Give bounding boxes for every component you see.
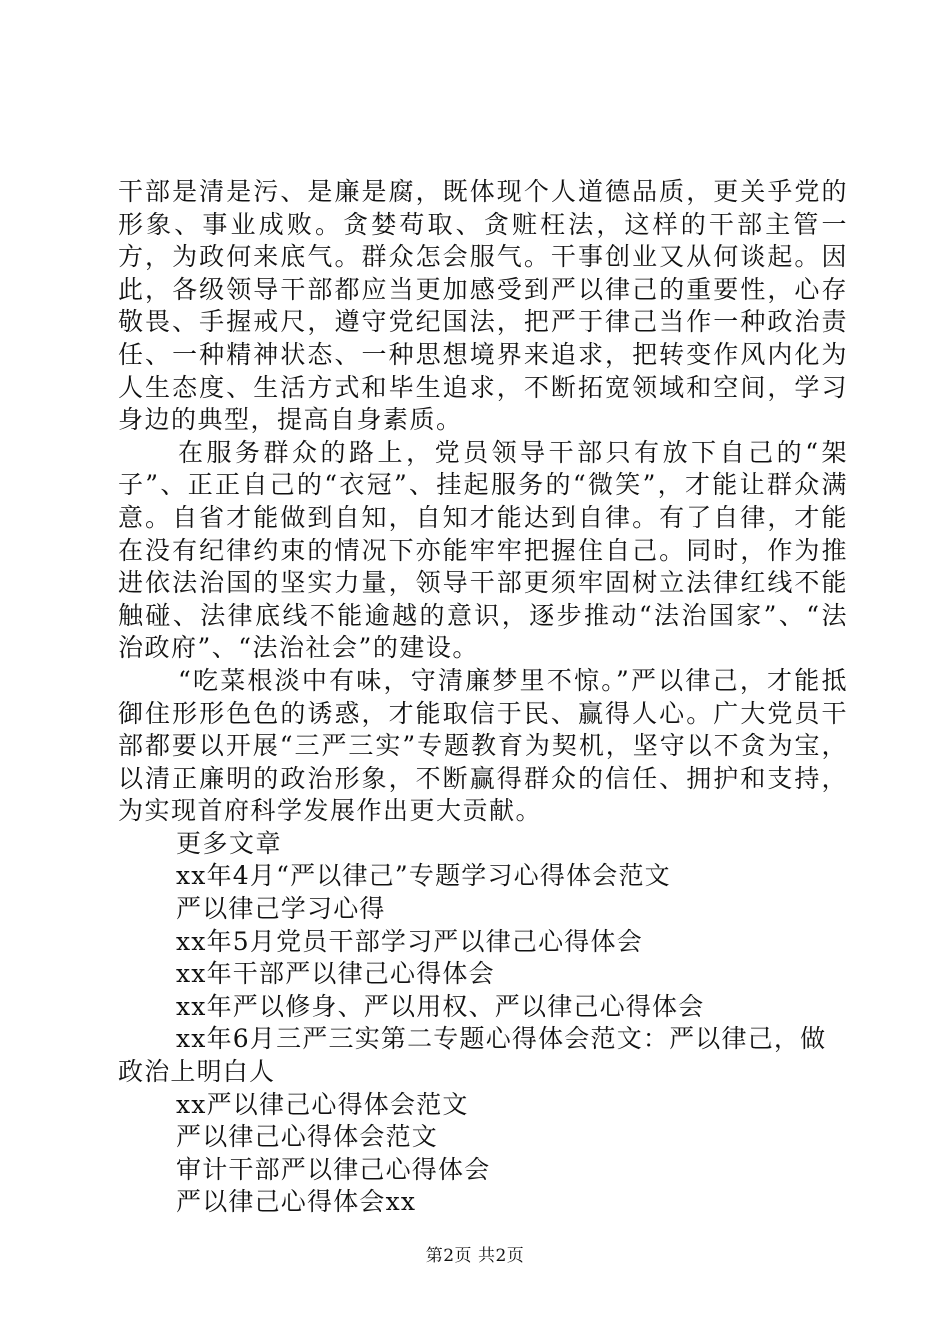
article-link[interactable]: xx年6月三严三实第二专题心得体会范文：严以律己，做政治上明白人	[118, 1024, 827, 1087]
article-link[interactable]: 严以律己心得体会xx	[176, 1187, 417, 1217]
article-link[interactable]: xx年干部严以律己心得体会	[176, 959, 495, 989]
paragraph-2: 在服务群众的路上，党员领导干部只有放下自己的“架子”、正正自己的“衣冠”、挂起服务的“微笑”，才能让群众满意。自省才能做到自知，自知才能达到自律。有了自律，才能在没有纪律约束的情况下亦能牢牢把握住自己。同时，作为推进依法治国的坚实力量，领导干部更须牢固树立法律红线不能触碰、法律底线不能逾越的意识，逐步推动“法治国家”、“法治政府”、“法治社会”的建设。	[118, 437, 848, 663]
article-link[interactable]: 严以律己学习心得	[176, 894, 386, 924]
article-link[interactable]: xx年严以修身、严以用权、严以律己心得体会	[176, 991, 705, 1021]
page-number-footer: 第2页 共2页	[425, 1246, 525, 1266]
article-link[interactable]: xx严以律己心得体会范文	[176, 1089, 469, 1119]
article-link[interactable]: xx年5月党员干部学习严以律己心得体会	[176, 926, 643, 956]
article-link[interactable]: xx年4月“严以律己”专题学习心得体会范文	[176, 861, 671, 891]
document-body	[118, 176, 848, 1219]
more-articles-list	[118, 860, 848, 1219]
more-articles-heading: 更多文章	[176, 828, 283, 858]
article-link[interactable]: 严以律己心得体会范文	[176, 1122, 439, 1152]
article-link[interactable]: 审计干部严以律己心得体会	[176, 1154, 491, 1184]
paragraph-1: 干部是清是污、是廉是腐，既体现个人道德品质，更关乎党的形象、事业成败。贪婪苟取、贪赃枉法，这样的干部主管一方，为政何来底气。群众怎会服气。干事创业又从何谈起。因此，各级领导干部都应当更加感受到严以律己的重要性，心存敬畏、手握戒尺，遵守党纪国法，把严于律己当作一种政治责任、一种精神状态、一种思想境界来追求，把转变作风内化为人生态度、生活方式和毕生追求，不断拓宽领域和空间，学习身边的典型，提高自身素质。	[118, 177, 848, 435]
paragraph-3: “吃菜根淡中有味，守清廉梦里不惊。”严以律己，才能抵御住形形色色的诱惑，才能取信于民、赢得人心。广大党员干部都要以开展“三严三实”专题教育为契机，坚守以不贪为宝，以清正廉明的政治形象，不断赢得群众的信任、拥护和支持，为实现首府科学发展作出更大贡献。	[118, 665, 848, 826]
